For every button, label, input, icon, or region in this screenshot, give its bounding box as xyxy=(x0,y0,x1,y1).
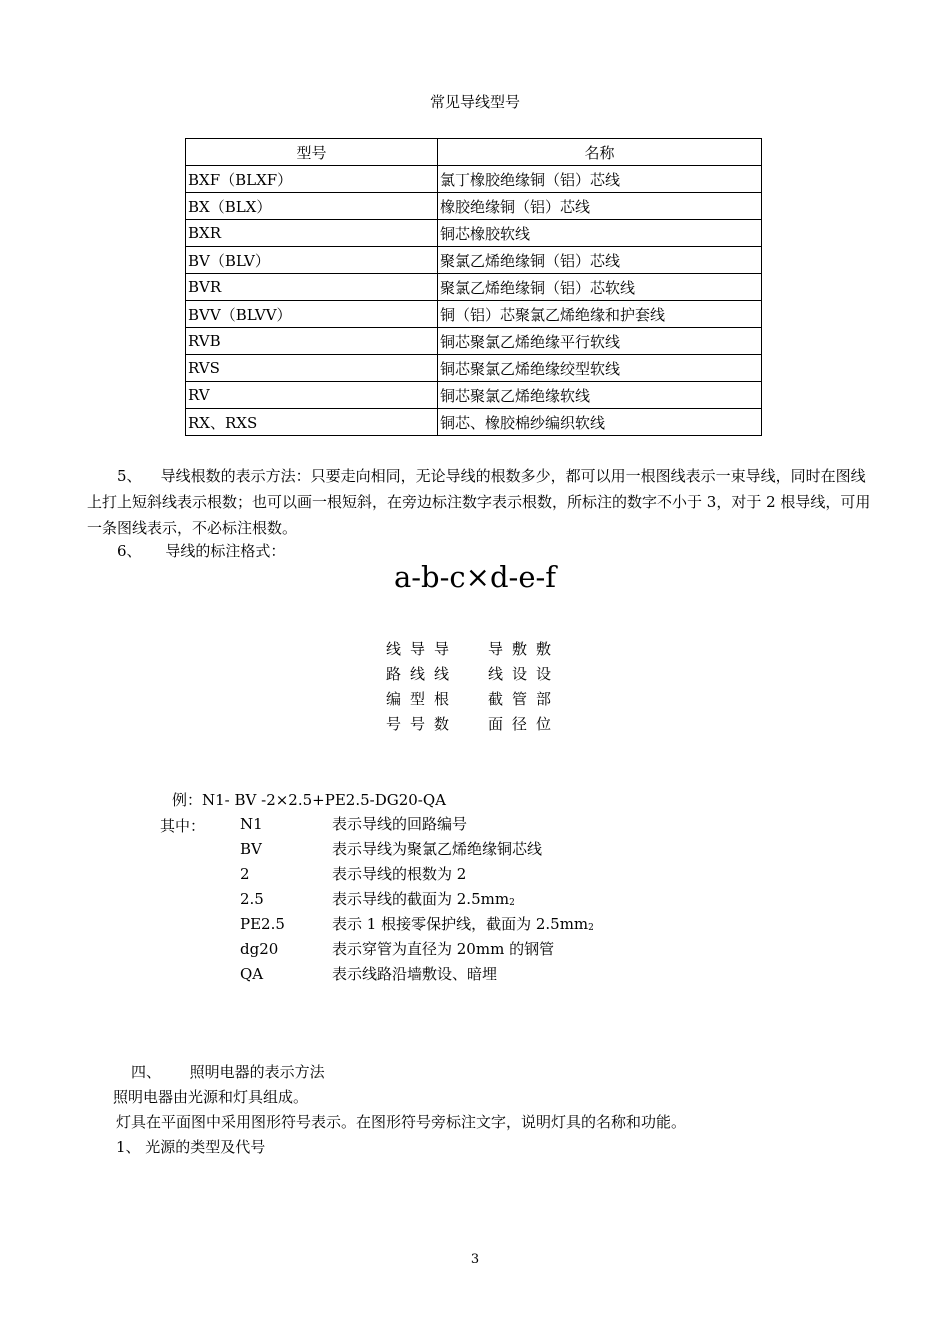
definition-row xyxy=(240,962,594,987)
cell-name: 铜（铝）芯聚氯乙烯绝缘和护套线 xyxy=(438,301,762,328)
section-4-line1: 照明电器由光源和灯具组成。 xyxy=(113,1088,309,1106)
legend-row xyxy=(386,637,560,662)
section-4-number: 四、 xyxy=(131,1063,162,1081)
table-row xyxy=(186,274,762,301)
example-line: 例：N1- BV -2×2.5+PE2.5-DG20-QA xyxy=(172,791,446,809)
legend-char: 数 xyxy=(434,715,450,733)
definition-code: dg20 xyxy=(240,940,279,958)
legend-char: 管 xyxy=(512,690,528,708)
section-6-number: 6、 xyxy=(117,542,142,560)
legend-char: 截 xyxy=(488,690,504,708)
legend-char: 敷 xyxy=(512,640,528,658)
table-row xyxy=(186,247,762,274)
legend-char: 线 xyxy=(410,665,426,683)
table-header-row xyxy=(186,139,762,166)
definition-code: 2.5 xyxy=(240,890,264,908)
cell-model: RVS xyxy=(186,355,438,382)
unit-exponent: 2 xyxy=(588,923,594,933)
definition-row xyxy=(240,837,594,862)
cell-name: 铜芯橡胶软线 xyxy=(438,220,762,247)
definition-code: PE2.5 xyxy=(240,915,285,933)
unit-exponent: 2 xyxy=(509,898,515,908)
cell-name: 铜芯聚氯乙烯绝缘绞型软线 xyxy=(438,355,762,382)
table-row xyxy=(186,220,762,247)
legend-char: 根 xyxy=(434,690,450,708)
table-row xyxy=(186,193,762,220)
definition-row xyxy=(240,937,594,962)
definition-row xyxy=(240,812,594,837)
cell-model: RX、RXS xyxy=(186,409,438,436)
section-5-text: 导线根数的表示方法：只要走向相同，无论导线的根数多少，都可以用一根图线表示一束导线，同时在图线上打上短斜线表示根数；也可以画一根短斜，在旁边标注数字表示根数，所标注的数字不小于 3，对于 2 根导线，可用一条图线表示，不必标注根数。 xyxy=(87,467,871,537)
cell-model: BV（BLV） xyxy=(186,247,438,274)
legend-char: 位 xyxy=(536,715,552,733)
cell-name: 氯丁橡胶绝缘铜（铝）芯线 xyxy=(438,166,762,193)
cell-model: RV xyxy=(186,382,438,409)
cell-model: BVR xyxy=(186,274,438,301)
header-name: 名称 xyxy=(438,139,762,166)
definition-desc: 表示导线的截面为 2.5mm xyxy=(332,890,510,908)
cell-model: BXF（BLXF） xyxy=(186,166,438,193)
section-4-line2: 灯具在平面图中采用图形符号表示。在图形符号旁标注文字，说明灯具的名称和功能。 xyxy=(116,1113,687,1131)
legend-row xyxy=(386,687,560,712)
legend-row xyxy=(386,712,560,737)
section-4-title: 照明电器的表示方法 xyxy=(189,1063,325,1081)
cell-name: 铜芯聚氯乙烯绝缘软线 xyxy=(438,382,762,409)
definition-code: QA xyxy=(240,965,264,983)
definition-desc: 表示导线的回路编号 xyxy=(332,815,468,833)
legend-char: 线 xyxy=(434,665,450,683)
definition-desc: 表示线路沿墙敷设、暗埋 xyxy=(332,965,498,983)
definition-desc: 表示 1 根接零保护线，截面为 2.5mm xyxy=(332,915,589,933)
definition-desc: 表示导线的根数为 2 xyxy=(332,865,467,883)
section-5-paragraph xyxy=(87,463,877,541)
definition-desc: 表示导线为聚氯乙烯绝缘铜芯线 xyxy=(332,840,543,858)
cell-model: RVB xyxy=(186,328,438,355)
section-6-text: 导线的标注格式： xyxy=(165,542,286,560)
legend-char: 线 xyxy=(488,665,504,683)
definition-row xyxy=(240,862,594,887)
section-4-item1: 1、 光源的类型及代号 xyxy=(116,1138,266,1156)
legend-char: 导 xyxy=(434,640,450,658)
definition-code: N1 xyxy=(240,815,263,833)
cell-model: BXR xyxy=(186,220,438,247)
table-row xyxy=(186,409,762,436)
definition-code: 2 xyxy=(240,865,250,883)
wire-types-table xyxy=(185,138,762,436)
cell-name: 铜芯聚氯乙烯绝缘平行软线 xyxy=(438,328,762,355)
section-4-heading xyxy=(131,1062,325,1082)
formula-legend xyxy=(386,637,560,737)
legend-row xyxy=(386,662,560,687)
definition-code: BV xyxy=(240,840,262,858)
section-6-line xyxy=(117,541,285,561)
cell-name: 橡胶绝缘铜（铝）芯线 xyxy=(438,193,762,220)
definition-row xyxy=(240,912,594,937)
cell-model: BVV（BLVV） xyxy=(186,301,438,328)
where-label: 其中： xyxy=(160,817,206,835)
definition-row xyxy=(240,887,594,912)
header-model: 型号 xyxy=(186,139,438,166)
table-row xyxy=(186,355,762,382)
legend-char: 线 xyxy=(386,640,402,658)
definition-list xyxy=(240,812,594,987)
legend-char: 导 xyxy=(410,640,426,658)
cell-model: BX（BLX） xyxy=(186,193,438,220)
legend-char: 路 xyxy=(386,665,402,683)
legend-char: 号 xyxy=(410,715,426,733)
legend-char: 导 xyxy=(488,640,504,658)
cell-name: 聚氯乙烯绝缘铜（铝）芯软线 xyxy=(438,274,762,301)
table-row xyxy=(186,166,762,193)
legend-char: 号 xyxy=(386,715,402,733)
legend-char: 部 xyxy=(536,690,552,708)
legend-char: 敷 xyxy=(536,640,552,658)
table-title: 常见导线型号 xyxy=(429,93,520,111)
cell-name: 铜芯、橡胶棉纱编织软线 xyxy=(438,409,762,436)
legend-char: 设 xyxy=(512,665,528,683)
legend-char: 径 xyxy=(512,715,528,733)
cell-name: 聚氯乙烯绝缘铜（铝）芯线 xyxy=(438,247,762,274)
definition-desc: 表示穿管为直径为 20mm 的钢管 xyxy=(332,940,555,958)
label-formula: a-b-c×d-e-f xyxy=(393,560,557,594)
legend-char: 编 xyxy=(386,690,402,708)
section-5-number: 5、 xyxy=(117,467,142,485)
table-row xyxy=(186,301,762,328)
legend-char: 设 xyxy=(536,665,552,683)
legend-char: 型 xyxy=(410,690,426,708)
legend-char: 面 xyxy=(488,715,504,733)
table-row xyxy=(186,328,762,355)
table-row xyxy=(186,382,762,409)
page-number: 3 xyxy=(470,1252,480,1267)
